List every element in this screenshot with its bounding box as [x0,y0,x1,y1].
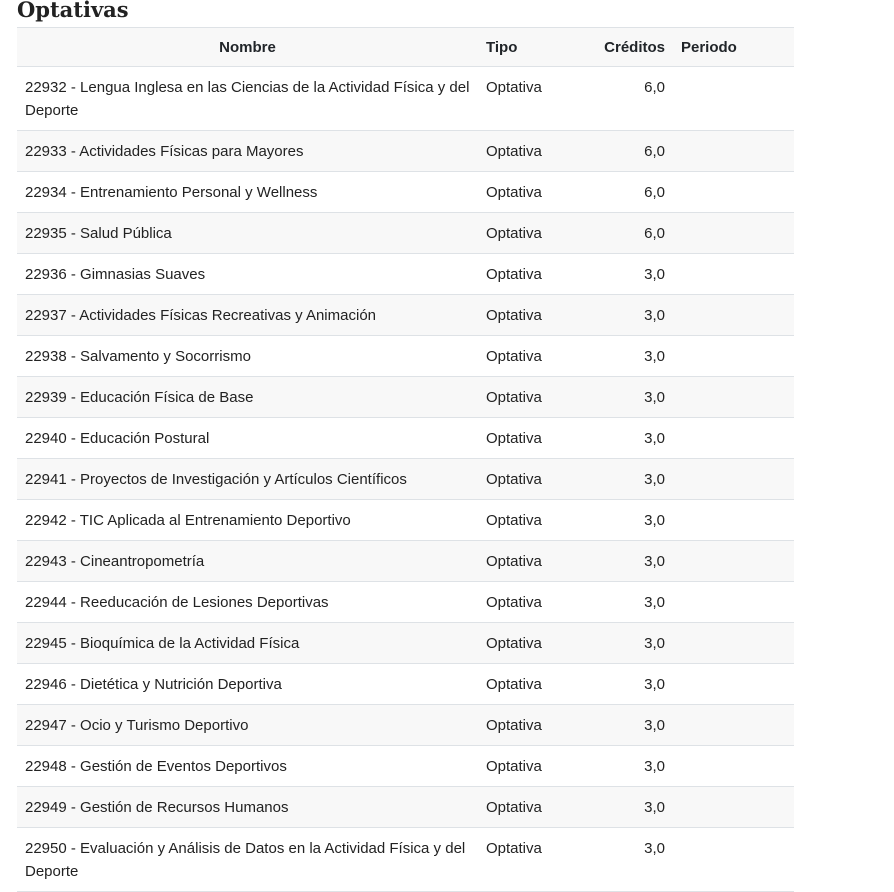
cell-periodo [673,377,794,418]
cell-nombre: 22948 - Gestión de Eventos Deportivos [17,746,478,787]
cell-creditos: 3,0 [580,295,673,336]
cell-tipo: Optativa [478,541,580,582]
cell-periodo [673,623,794,664]
cell-periodo [673,664,794,705]
cell-creditos: 3,0 [580,623,673,664]
cell-tipo: Optativa [478,377,580,418]
table-row [17,459,794,500]
table-row [17,500,794,541]
table-row [17,295,794,336]
cell-periodo [673,254,794,295]
cell-creditos: 3,0 [580,664,673,705]
cell-creditos: 3,0 [580,500,673,541]
cell-creditos: 3,0 [580,746,673,787]
cell-periodo [673,131,794,172]
cell-periodo [673,582,794,623]
cell-tipo: Optativa [478,67,580,131]
cell-nombre: 22943 - Cineantropometría [17,541,478,582]
cell-tipo: Optativa [478,295,580,336]
cell-creditos: 3,0 [580,336,673,377]
cell-creditos: 6,0 [580,67,673,131]
cell-nombre: 22938 - Salvamento y Socorrismo [17,336,478,377]
cell-creditos: 6,0 [580,131,673,172]
cell-periodo [673,828,794,892]
table-row [17,67,794,131]
cell-tipo: Optativa [478,131,580,172]
cell-nombre: 22937 - Actividades Físicas Recreativas y Animación [17,295,478,336]
cell-tipo: Optativa [478,787,580,828]
cell-nombre: 22947 - Ocio y Turismo Deportivo [17,705,478,746]
cell-tipo: Optativa [478,254,580,295]
cell-tipo: Optativa [478,828,580,892]
cell-tipo: Optativa [478,746,580,787]
table-row [17,172,794,213]
cell-periodo [673,705,794,746]
table-row [17,746,794,787]
cell-periodo [673,67,794,131]
cell-tipo: Optativa [478,705,580,746]
table-row [17,828,794,892]
cell-periodo [673,336,794,377]
header-row [17,28,794,67]
section-title: Optativas [17,0,129,22]
cell-tipo: Optativa [478,459,580,500]
table-row [17,213,794,254]
table-body [17,67,794,892]
cell-nombre: 22944 - Reeducación de Lesiones Deportivas [17,582,478,623]
cell-periodo [673,418,794,459]
table-row [17,787,794,828]
cell-creditos: 3,0 [580,705,673,746]
cell-nombre: 22946 - Dietética y Nutrición Deportiva [17,664,478,705]
table-row [17,336,794,377]
cell-tipo: Optativa [478,500,580,541]
cell-nombre: 22940 - Educación Postural [17,418,478,459]
cell-nombre: 22932 - Lengua Inglesa en las Ciencias de la Actividad Física y del Deporte [17,67,478,131]
cell-tipo: Optativa [478,623,580,664]
cell-nombre: 22945 - Bioquímica de la Actividad Física [17,623,478,664]
cell-creditos: 3,0 [580,828,673,892]
cell-creditos: 6,0 [580,172,673,213]
cell-nombre: 22942 - TIC Aplicada al Entrenamiento Deportivo [17,500,478,541]
table-row [17,418,794,459]
table-row [17,623,794,664]
table-row [17,131,794,172]
cell-tipo: Optativa [478,336,580,377]
cell-nombre: 22950 - Evaluación y Análisis de Datos en la Actividad Física y del Deporte [17,828,478,892]
cell-nombre: 22934 - Entrenamiento Personal y Wellness [17,172,478,213]
cell-nombre: 22949 - Gestión de Recursos Humanos [17,787,478,828]
cell-nombre: 22939 - Educación Física de Base [17,377,478,418]
cell-periodo [673,295,794,336]
cell-periodo [673,541,794,582]
table-row [17,541,794,582]
cell-creditos: 3,0 [580,377,673,418]
courses-table [17,27,794,892]
cell-creditos: 3,0 [580,254,673,295]
table-row [17,705,794,746]
cell-tipo: Optativa [478,582,580,623]
cell-periodo [673,172,794,213]
cell-periodo [673,459,794,500]
cell-creditos: 3,0 [580,418,673,459]
cell-nombre: 22935 - Salud Pública [17,213,478,254]
column-header-creditos: Créditos [580,28,673,67]
table-header [17,28,794,67]
cell-creditos: 3,0 [580,582,673,623]
cell-creditos: 3,0 [580,787,673,828]
cell-tipo: Optativa [478,664,580,705]
cell-nombre: 22936 - Gimnasias Suaves [17,254,478,295]
cell-periodo [673,500,794,541]
table-row [17,254,794,295]
cell-tipo: Optativa [478,172,580,213]
table-row [17,664,794,705]
column-header-nombre: Nombre [17,28,478,67]
cell-creditos: 3,0 [580,541,673,582]
table-row [17,582,794,623]
table-row [17,377,794,418]
cell-nombre: 22941 - Proyectos de Investigación y Artículos Científicos [17,459,478,500]
cell-nombre: 22933 - Actividades Físicas para Mayores [17,131,478,172]
cell-creditos: 6,0 [580,213,673,254]
column-header-tipo: Tipo [478,28,580,67]
cell-periodo [673,787,794,828]
column-header-periodo: Periodo [673,28,794,67]
cell-creditos: 3,0 [580,459,673,500]
cell-periodo [673,213,794,254]
cell-tipo: Optativa [478,213,580,254]
cell-periodo [673,746,794,787]
cell-tipo: Optativa [478,418,580,459]
